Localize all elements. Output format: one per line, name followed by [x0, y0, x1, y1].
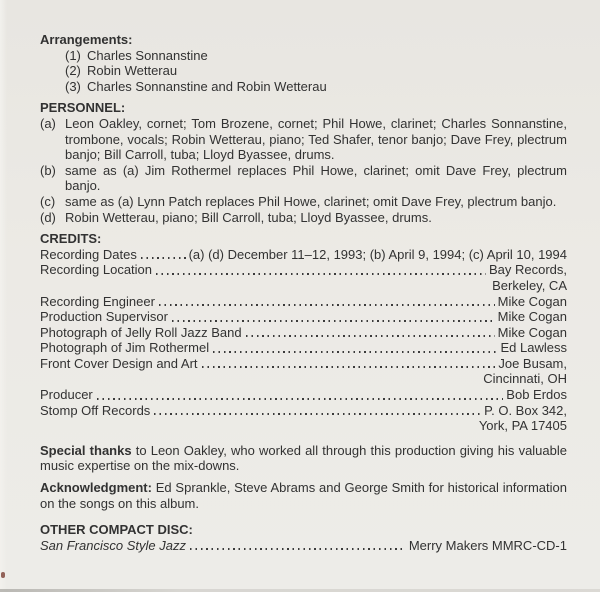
leader-dots [159, 304, 495, 306]
personnel-item [40, 163, 567, 194]
credit-value-continuation: Berkeley, CA [492, 277, 567, 293]
item-marker: (b) [40, 162, 56, 178]
album-title: San Francisco Style Jazz [40, 537, 186, 553]
credit-value-continuation: Cincinnati, OH [483, 371, 567, 387]
credit-value: (a) (d) December 11–12, 1993; (b) April 9, 1994; (c) April 10, 1994 [188, 246, 567, 262]
personnel-item [40, 116, 567, 163]
personnel-text: same as (a) Lynn Patch replaces Phil Howe, clarinet; omit Dave Frey, plectrum banjo. [65, 193, 557, 209]
credit-value: Mike Cogan [497, 324, 567, 340]
personnel-text: Leon Oakley, cornet; Tom Brozene, cornet; Phil Howe, clarinet; Charles Sonnanstine, trombone, vocals; Robin Wetterau, piano; Ted Shafer, tenor banjo; Dave Frey, plectrum banjo; Bill Carroll, tuba; Lloyd Byassee, drums. [65, 115, 567, 163]
scan-speck [1, 572, 5, 578]
personnel-item [40, 210, 567, 226]
special-thanks-lead: Special thanks [40, 442, 132, 458]
item-marker: (a) [40, 115, 56, 131]
credit-row [40, 247, 567, 263]
leader-dots [156, 273, 486, 275]
credit-value: Mike Cogan [497, 309, 567, 325]
leader-dots [202, 366, 496, 368]
credit-label: Recording Engineer [40, 293, 155, 309]
credit-row [40, 294, 567, 310]
section-other-disc [40, 522, 567, 553]
credit-label: Photograph of Jelly Roll Jazz Band [40, 324, 242, 340]
credit-value: Mike Cogan [497, 293, 567, 309]
credit-label: Producer [40, 387, 93, 403]
credit-value: Joe Busam, [498, 355, 567, 371]
arrangement-item [40, 63, 567, 79]
acknowledgment-lead: Acknowledgment: [40, 480, 152, 496]
other-disc-heading: OTHER COMPACT DISC: [40, 522, 193, 538]
credit-row [40, 340, 567, 356]
personnel-heading: PERSONNEL: [40, 100, 126, 116]
leader-dots [154, 413, 481, 415]
item-number: (1) [65, 47, 81, 63]
other-disc-row [40, 538, 567, 554]
leader-dots [97, 398, 504, 400]
scan-edge-left [0, 0, 7, 592]
credit-row [40, 356, 567, 372]
credit-label: Photograph of Jim Rothermel [40, 340, 210, 356]
section-credits [40, 231, 567, 434]
credits-heading: CREDITS: [40, 231, 102, 247]
acknowledgment-paragraph [40, 480, 567, 511]
credit-label: Recording Location [40, 262, 153, 278]
leader-dots [246, 335, 495, 337]
arrangement-item [40, 48, 567, 64]
credit-label: Production Supervisor [40, 309, 168, 325]
credit-row [40, 309, 567, 325]
credit-row [40, 403, 567, 419]
item-marker: (c) [40, 193, 56, 209]
section-personnel [40, 100, 567, 225]
credit-row [40, 387, 567, 403]
personnel-item [40, 194, 567, 210]
arranger-name: Charles Sonnanstine and Robin Wetterau [87, 78, 327, 94]
arranger-name: Charles Sonnanstine [87, 47, 208, 63]
leader-dots [190, 548, 406, 550]
personnel-text: Robin Wetterau, piano; Bill Carroll, tuba; Lloyd Byassee, drums. [65, 209, 432, 225]
credit-value: Ed Lawless [500, 340, 567, 356]
special-thanks-paragraph [40, 443, 567, 474]
arrangements-heading: Arrangements: [40, 32, 133, 47]
item-marker: (d) [40, 209, 56, 225]
credit-value-continuation: York, PA 17405 [478, 418, 567, 434]
personnel-text: same as (a) Jim Rothermel replaces Phil Howe, clarinet; omit Dave Frey, plectrum banjo. [65, 162, 567, 194]
credit-label: Front Cover Design and Art [40, 355, 198, 371]
credit-label: Recording Dates [40, 246, 137, 262]
credit-row [40, 325, 567, 341]
leader-dots [141, 257, 186, 259]
arrangement-item [40, 79, 567, 95]
section-arrangements [40, 32, 567, 94]
special-thanks-text: to Leon Oakley, who worked all through this production giving his valuable music expertise on the mix-downs. [40, 442, 567, 474]
credit-row [40, 262, 567, 278]
credit-value: Bay Records, [488, 262, 567, 278]
leader-dots [172, 320, 495, 322]
item-number: (2) [65, 63, 81, 79]
credit-value: P. O. Box 342, [484, 402, 567, 418]
arranger-name: Robin Wetterau [87, 63, 178, 79]
credit-label: Stomp Off Records [40, 402, 151, 418]
leader-dots [213, 351, 497, 353]
item-number: (3) [65, 78, 81, 94]
credit-value: Bob Erdos [506, 387, 567, 403]
acknowledgment-text: Ed Sprankle, Steve Abrams and George Smith for historical information on the songs on this album. [40, 480, 567, 511]
catalog-number: Merry Makers MMRC-CD-1 [408, 537, 567, 553]
